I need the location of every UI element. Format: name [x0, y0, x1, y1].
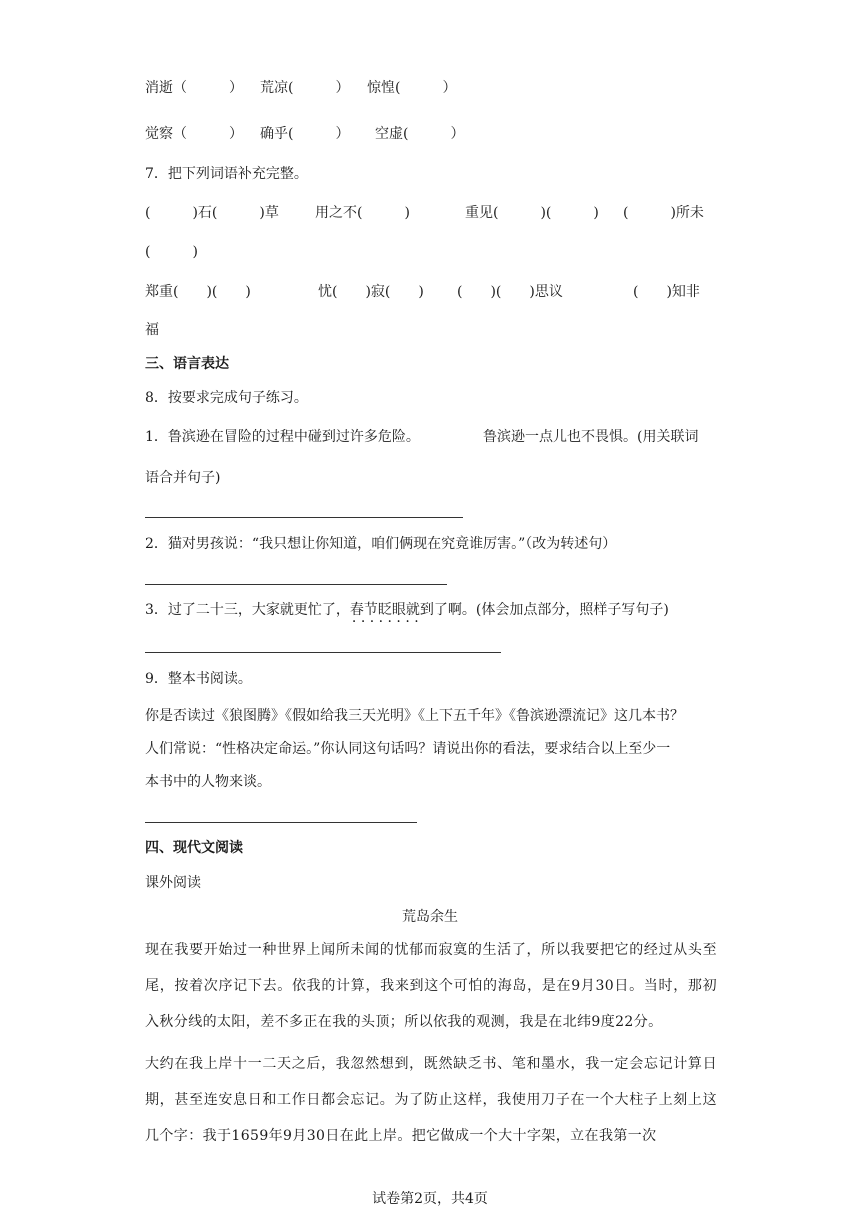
- passage-body: [145, 932, 717, 1160]
- passage-paragraph: 现在我要开始过一种世界上闻所未闻的忧郁而寂寞的生活了，所以我要把它的经过从头至尾，按着次序记下去。依我的计算，我来到这个可怕的海岛，是在9月30日。当时，那初入秋分线的太阳，差不多正在我的头顶；所以依我的观测，我是在北纬9度22分。: [145, 942, 717, 1030]
- q8-s3: [145, 600, 669, 620]
- answer-line[interactable]: [145, 584, 447, 585]
- page-footer: 试卷第2页，共4页: [372, 1191, 488, 1207]
- q9-line-1: 你是否读过《狼图腾》《假如给我三天光明》《上下五千年》《鲁滨逊漂流记》这几本书？: [145, 708, 684, 724]
- q8-title: 8．按要求完成句子练习。: [145, 390, 308, 406]
- q7-line-1-cont: ( ): [145, 244, 198, 260]
- q7-line-2-cont: 福: [145, 322, 159, 338]
- word-item: 消逝（ ）: [145, 80, 243, 96]
- idiom-item: 郑重( )( ): [145, 284, 251, 300]
- sentence-part: 。(体会加点部分，照样子写句子): [461, 602, 669, 618]
- section-3-title: 三、语言表达: [145, 356, 229, 372]
- sentence-part: 1．鲁滨逊在冒险的过程中碰到过许多危险。: [145, 429, 420, 445]
- section-4-title: 四、现代文阅读: [145, 840, 243, 856]
- idiom-item: ( )所未: [623, 205, 704, 221]
- word-item: 空虚( ）: [375, 126, 465, 142]
- passage-title: 荒岛余生: [402, 909, 458, 925]
- word-item: 惊惶( ）: [367, 80, 457, 96]
- word-item: 确乎( ）: [260, 126, 350, 142]
- word-item: 荒凉( ）: [260, 80, 350, 96]
- answer-line[interactable]: [145, 652, 501, 653]
- idiom-item: ( )知非: [633, 284, 700, 300]
- q8-s1-cont: 语合并句子): [145, 470, 221, 486]
- q9-line-3: 本书中的人物来谈。: [145, 774, 271, 790]
- q7-title: 7．把下列词语补充完整。: [145, 166, 308, 182]
- answer-line[interactable]: [145, 517, 463, 518]
- q9-line-2: 人们常说：“性格决定命运。”你认同这句话吗？请说出你的看法，要求结合以上至少一: [145, 741, 671, 757]
- sentence-part: 3．过了二十三，大家就更忙了，: [145, 602, 350, 618]
- q9-title: 9．整本书阅读。: [145, 671, 252, 687]
- idiom-item: 重见( )( ): [465, 205, 599, 221]
- passage-paragraph: 大约在我上岸十一二天之后，我忽然想到，既然缺乏书、笔和墨水，我一定会忘记计算日期，甚至连安息日和工作日都会忘记。为了防止这样，我使用刀子在一个大柱子上刻上这几个字：我于1659年9月30日在此上岸。把它做成一个大十字架，立在我第一次: [145, 1056, 717, 1144]
- idiom-item: 用之不( ): [315, 205, 410, 221]
- dotted-emphasis: 春节眨眼就到了啊 · ·: [350, 602, 462, 618]
- word-item: 觉察（ ）: [145, 126, 243, 142]
- sentence-part: 鲁滨逊一点儿也不畏惧。(用关联词: [483, 429, 699, 445]
- idiom-item: 忧( )寂( ): [318, 284, 424, 300]
- answer-line[interactable]: [145, 822, 417, 823]
- q8-s2: 2．猫对男孩说：“我只想让你知道，咱们俩现在究竟谁厉害。”（改为转述句）: [145, 536, 617, 552]
- section-4-subtitle: 课外阅读: [145, 875, 201, 891]
- idiom-item: ( )石( )草: [145, 205, 279, 221]
- idiom-item: ( )( )思议: [457, 284, 563, 300]
